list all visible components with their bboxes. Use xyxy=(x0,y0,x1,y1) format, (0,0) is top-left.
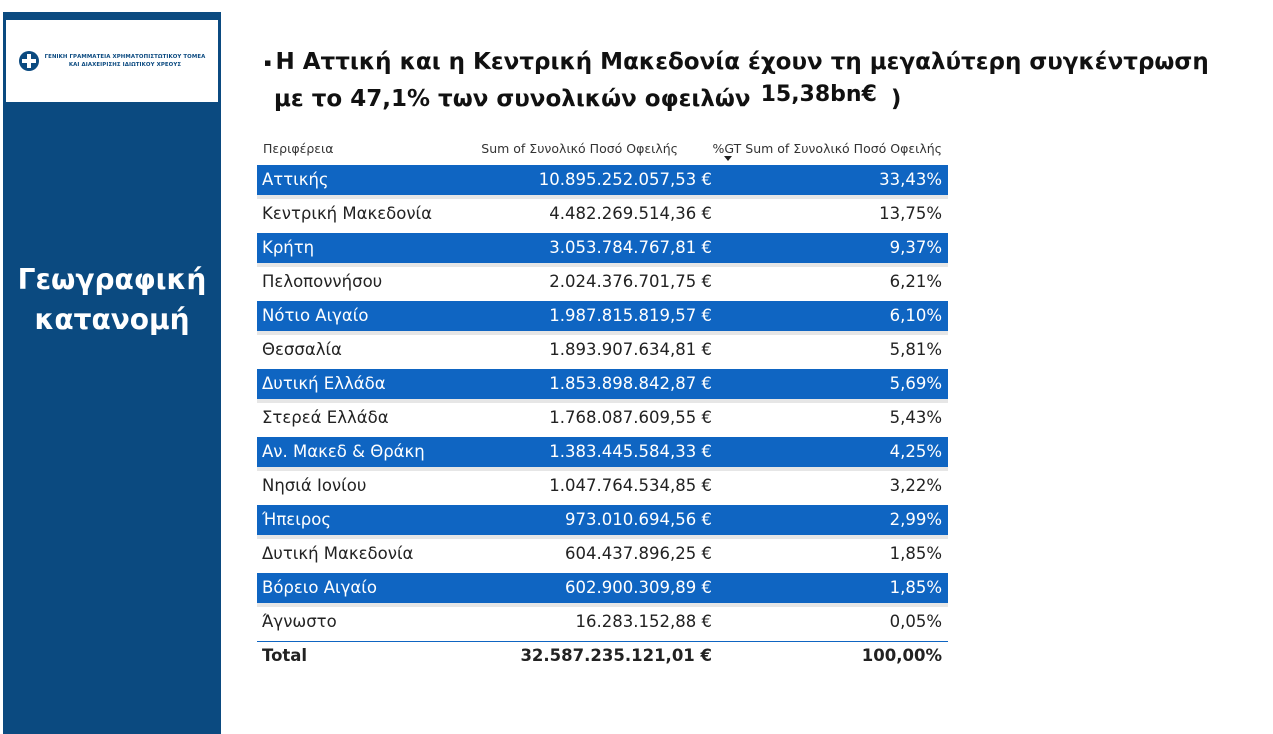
table-row[interactable] xyxy=(257,335,948,369)
row-amount: 1.853.898.842,87 € xyxy=(549,374,712,393)
table-row[interactable] xyxy=(257,607,948,641)
row-region: Αττικής xyxy=(262,170,329,189)
row-amount: 2.024.376.701,75 € xyxy=(549,272,712,291)
headline-text-1: Η Αττική και η Κεντρική Μακεδονία έχουν τη μεγαλύτερη συγκέντρωση xyxy=(275,49,1209,75)
table-row[interactable] xyxy=(257,539,948,573)
row-region: Βόρειο Αιγαίο xyxy=(262,578,377,597)
logo-line-1: ΓΕΝΙΚΗ ΓΡΑΜΜΑΤΕΙΑ ΧΡΗΜΑΤΟΠΙΣΤΩΤΙΚΟΥ ΤΟΜΕΑ xyxy=(44,54,206,60)
sidebar-title-line-2: κατανομή xyxy=(34,303,190,336)
row-percent: 5,81% xyxy=(889,340,942,359)
table-row[interactable] xyxy=(257,301,948,335)
row-region: Αν. Μακεδ & Θράκη xyxy=(262,442,425,461)
row-percent: 6,21% xyxy=(889,272,942,291)
emblem-icon xyxy=(19,51,39,71)
bullet-icon: ▪ xyxy=(264,55,272,69)
row-amount: 604.437.896,25 € xyxy=(565,544,712,563)
column-header-percent[interactable]: %GT Sum of Συνολικό Ποσό Οφειλής xyxy=(712,141,942,156)
table-row[interactable] xyxy=(257,437,948,471)
table-body xyxy=(257,165,948,641)
row-region: Θεσσαλία xyxy=(262,340,342,359)
logo-line-2: ΚΑΙ ΔΙΑΧΕΙΡΙΣΗΣ ΙΔΙΩΤΙΚΟΥ ΧΡΕΟΥΣ xyxy=(68,62,182,68)
row-percent: 3,22% xyxy=(889,476,942,495)
sidebar-title-line-1: Γεωγραφική xyxy=(17,263,207,296)
row-percent: 0,05% xyxy=(889,612,942,631)
row-region: Νότιο Αιγαίο xyxy=(262,306,369,325)
row-region: Δυτική Ελλάδα xyxy=(262,374,386,393)
row-percent: 1,85% xyxy=(889,578,942,597)
row-region: Στερεά Ελλάδα xyxy=(262,408,389,427)
row-amount: 1.893.907.634,81 € xyxy=(549,340,712,359)
table-row[interactable] xyxy=(257,573,948,607)
row-percent: 5,43% xyxy=(889,408,942,427)
row-region: Ήπειρος xyxy=(262,510,332,529)
table-header xyxy=(257,138,948,165)
row-region: Άγνωστο xyxy=(262,612,337,631)
row-region: Πελοποννήσου xyxy=(262,272,383,291)
row-amount: 1.987.815.819,57 € xyxy=(549,306,712,325)
headline-line-2 xyxy=(264,81,1244,118)
row-region: Κεντρική Μακεδονία xyxy=(262,204,432,223)
sidebar-title xyxy=(3,260,221,340)
row-amount: 10.895.252.057,53 € xyxy=(538,170,712,189)
logo-text xyxy=(45,53,206,69)
column-header-amount[interactable]: Sum of Συνολικό Ποσό Οφειλής xyxy=(481,141,678,156)
sort-descending-icon xyxy=(724,156,732,161)
row-percent: 6,10% xyxy=(889,306,942,325)
row-region: Δυτική Μακεδονία xyxy=(262,544,414,563)
total-label: Total xyxy=(262,646,308,665)
row-amount: 602.900.309,89 € xyxy=(565,578,712,597)
column-header-region[interactable]: Περιφέρεια xyxy=(263,141,334,156)
row-amount: 3.053.784.767,81 € xyxy=(549,238,712,257)
table-row[interactable] xyxy=(257,403,948,437)
total-percent: 100,00% xyxy=(861,646,942,665)
headline-amount: 15,38bn€ xyxy=(760,81,877,107)
table-row[interactable] xyxy=(257,233,948,267)
row-amount: 973.010.694,56 € xyxy=(565,510,712,529)
table-row[interactable] xyxy=(257,267,948,301)
table-row[interactable] xyxy=(257,199,948,233)
row-region: Νησιά Ιονίου xyxy=(262,476,367,495)
table-row[interactable] xyxy=(257,369,948,403)
table-row[interactable] xyxy=(257,165,948,199)
row-region: Κρήτη xyxy=(262,238,315,257)
table-row[interactable] xyxy=(257,471,948,505)
row-amount: 16.283.152,88 € xyxy=(575,612,712,631)
table-total-row xyxy=(257,641,948,672)
row-percent: 13,75% xyxy=(879,204,942,223)
row-percent: 5,69% xyxy=(889,374,942,393)
row-amount: 4.482.269.514,36 € xyxy=(549,204,712,223)
row-amount: 1.768.087.609,55 € xyxy=(549,408,712,427)
row-percent: 9,37% xyxy=(889,238,942,257)
headline xyxy=(264,44,1244,118)
headline-line-1 xyxy=(264,44,1244,81)
headline-text-2: με το 47,1% των συνολικών οφειλών xyxy=(274,85,751,112)
row-percent: 4,25% xyxy=(889,442,942,461)
logo xyxy=(6,20,218,102)
row-percent: 2,99% xyxy=(889,510,942,529)
row-percent: 1,85% xyxy=(889,544,942,563)
sidebar xyxy=(3,12,221,734)
headline-paren: ) xyxy=(890,85,902,112)
debt-table xyxy=(257,138,948,672)
total-amount: 32.587.235.121,01 € xyxy=(520,646,712,665)
row-amount: 1.383.445.584,33 € xyxy=(549,442,712,461)
table-row[interactable] xyxy=(257,505,948,539)
row-percent: 33,43% xyxy=(879,170,942,189)
row-amount: 1.047.764.534,85 € xyxy=(549,476,712,495)
